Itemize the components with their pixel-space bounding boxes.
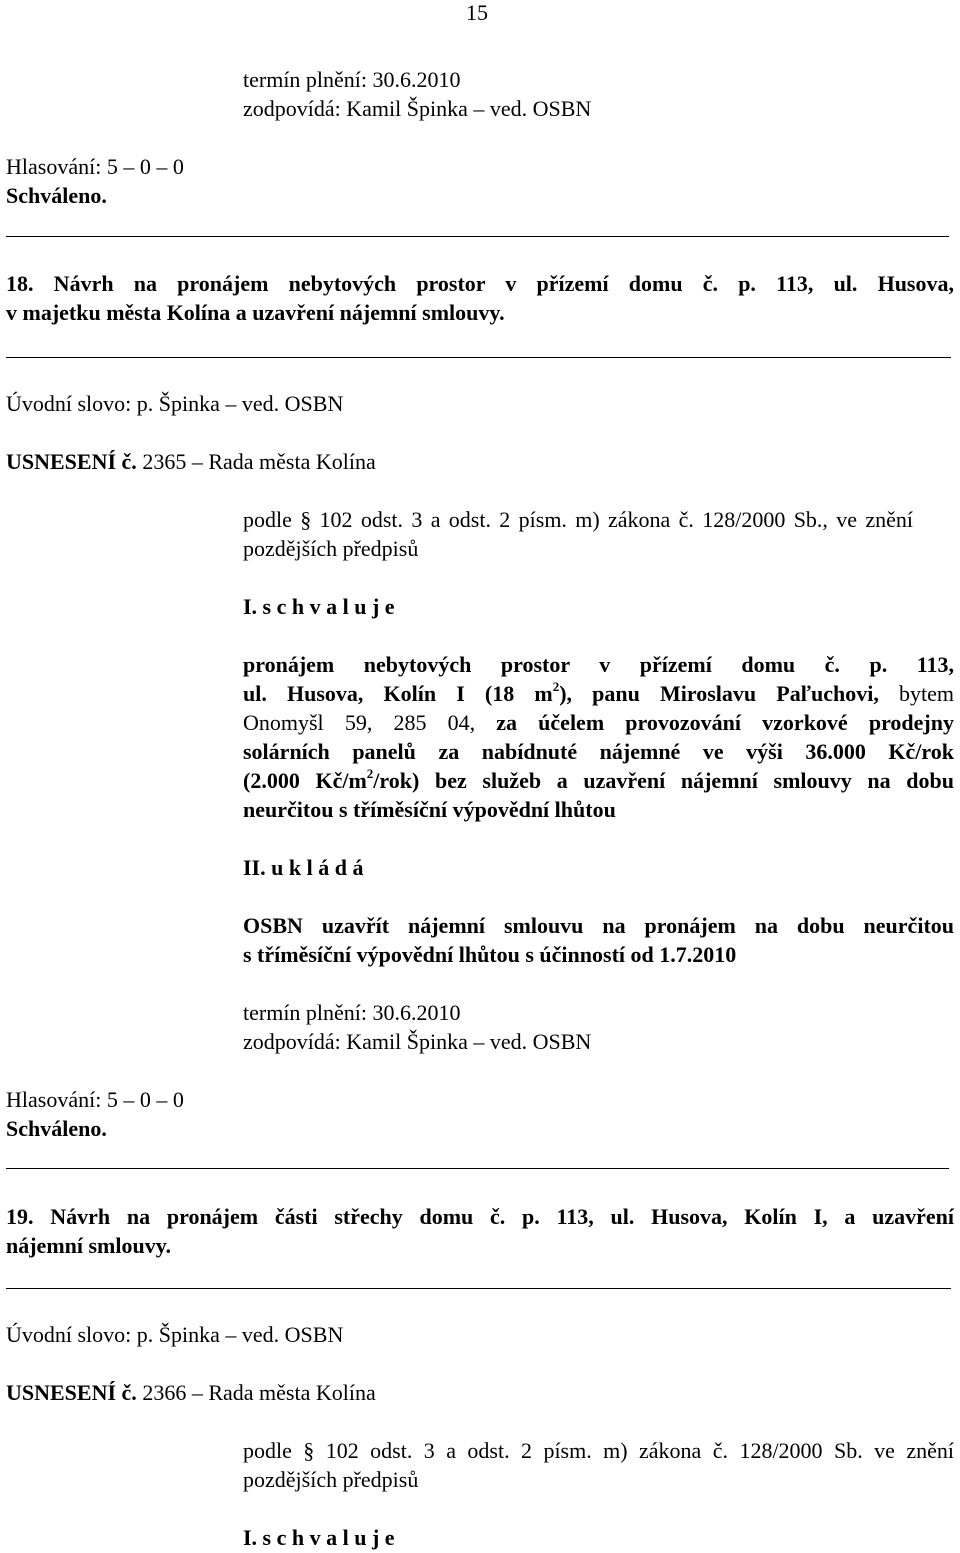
deadline-text: termín plnění: 30.6.2010 [243,1000,461,1025]
item-18-heading-cont: v majetku města Kolína a uzavření nájemní smlouvy. [6,300,505,325]
resolution-text-line: solárních panelů za nabídnuté nájemné ve výši 36.000 Kč/rok [243,739,954,764]
responsible-text: zodpovídá: Kamil Špinka – ved. OSBN [243,1029,592,1054]
legal-basis-cont: pozdějších předpisů [243,1467,419,1492]
intro-speaker: Úvodní slovo: p. Špinka – ved. OSBN [6,391,344,416]
resolution-text-line: pronájem nebytových prostor v přízemí domu č. p. 113, [243,652,954,677]
orders-text-line: OSBN uzavřít nájemní smlouvu na pronájem na dobu neurčitou [243,913,954,938]
deadline-text: termín plnění: 30.6.2010 [243,67,461,92]
resolution-label: USNESENÍ č. [6,449,137,474]
resolution-text-line: Onomyšl 59, 285 04, za účelem provozování vzorkové prodejny [243,710,954,735]
resolution-number [6,447,376,476]
approves-heading: I. s c h v a l u j e [243,1525,395,1550]
separator-line [6,357,951,358]
intro-speaker: Úvodní slovo: p. Špinka – ved. OSBN [6,1322,344,1347]
resolution-label: USNESENÍ č. [6,1380,137,1405]
approves-heading: I. s c h v a l u j e [243,594,395,619]
resolution-text-line: neurčitou s tříměsíční výpovědní lhůtou [243,797,616,822]
resolution-text-line: (2.000 $Kč/m^2/rok$) bez služeb a uzavření nájemní smlouvy na dobu [243,765,954,793]
resolution-number [6,1378,376,1407]
vote-result: Hlasování: 5 – 0 – 0 [6,154,184,179]
separator-line [6,1288,951,1289]
vote-result: Hlasování: 5 – 0 – 0 [6,1087,184,1112]
item-19-heading-cont: nájemní smlouvy. [6,1233,172,1258]
orders-text-line: s tříměsíční výpovědní lhůtou s účinností od 1.7.2010 [243,942,737,967]
responsible-text: zodpovídá: Kamil Špinka – ved. OSBN [243,96,592,121]
item-19-heading: 19. Návrh na pronájem části střechy domu č. p. 113, ul. Husova, Kolín I, a uzavření [6,1204,954,1229]
approved-label: Schváleno. [6,1116,107,1141]
approved-label: Schváleno. [6,183,107,208]
orders-heading: II. u k l á d á [243,855,364,880]
legal-basis: podle § 102 odst. 3 a odst. 2 písm. m) zákona č. 128/2000 Sb. ve znění [243,1438,954,1463]
item-18-heading: 18. Návrh na pronájem nebytových prostor v přízemí domu č. p. 113, ul. Husova, [6,271,954,296]
resolution-text-line: ul. Husova, Kolín I (18 $m^2$), panu Miroslavu Paľuchovi, bytem [243,678,954,706]
resolution-body: 2365 – Rada města Kolína [136,449,376,474]
page-number: 15 [466,0,488,25]
legal-basis: podle § 102 odst. 3 a odst. 2 písm. m) zákona č. 128/2000 Sb., ve znění pozdějších předpisů [243,507,913,561]
separator-line [6,236,949,237]
separator-line [6,1168,949,1169]
resolution-body: 2366 – Rada města Kolína [136,1380,376,1405]
